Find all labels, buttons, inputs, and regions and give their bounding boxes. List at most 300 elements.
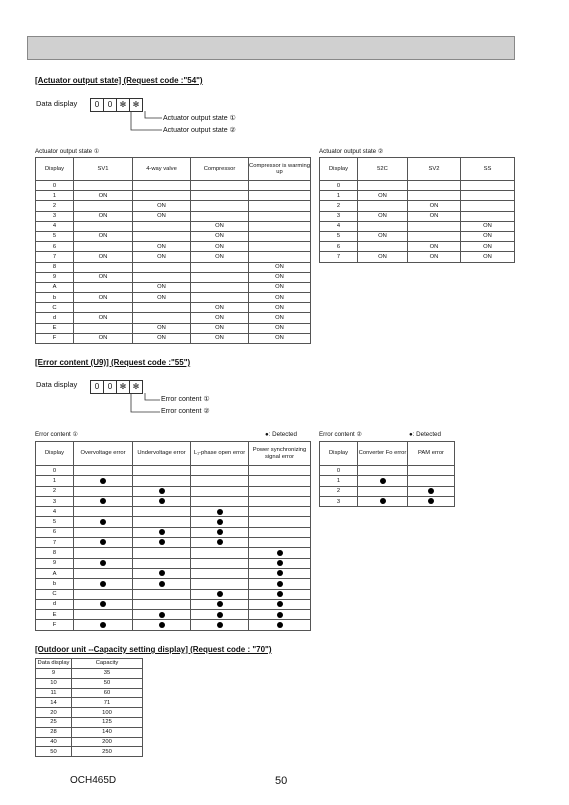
- table-cell: [249, 610, 311, 620]
- table-row: [36, 548, 311, 558]
- table-cell: [249, 620, 311, 630]
- table-cell: [133, 558, 191, 568]
- row-display-code: 7: [36, 252, 74, 262]
- table-cell: [74, 517, 133, 527]
- table-row: [36, 538, 311, 548]
- table-row: [320, 476, 455, 486]
- row-display-code: b: [36, 579, 74, 589]
- error-table-1: [35, 441, 311, 631]
- table-cell: [249, 507, 311, 517]
- table-cell: ON: [74, 272, 133, 282]
- detected-dot: [100, 539, 106, 545]
- table-cell: [408, 191, 461, 201]
- error-table-2: [319, 441, 455, 507]
- table-cell: [191, 568, 249, 578]
- table-cell: [191, 181, 249, 191]
- row-display-code: d: [36, 313, 74, 323]
- detected-dot: [380, 498, 386, 504]
- row-display-code: b: [36, 293, 74, 303]
- table-row: [36, 303, 311, 313]
- row-display-code: 5: [36, 517, 74, 527]
- actuator-table-2: [319, 157, 515, 263]
- table-cell: [74, 466, 133, 476]
- table-row: [36, 262, 311, 272]
- table-row: [36, 599, 311, 609]
- column-header: Data display: [36, 659, 72, 669]
- row-display-code: 5: [320, 231, 358, 241]
- table-row: [36, 737, 143, 747]
- error-lead-2: Error content ②: [161, 408, 210, 415]
- detected-dot: [217, 601, 223, 607]
- detected-dot: [159, 581, 165, 587]
- row-display-code: C: [36, 589, 74, 599]
- row-display-code: E: [36, 610, 74, 620]
- detected-dot: [100, 478, 106, 484]
- error-table1-caption: Error content ①: [35, 431, 79, 438]
- table-cell: [358, 486, 408, 496]
- column-header: Undervoltage error: [133, 442, 191, 466]
- table-row: [36, 486, 311, 496]
- table-cell: ON: [249, 313, 311, 323]
- table-cell: [191, 191, 249, 201]
- table-cell: 50: [72, 678, 143, 688]
- table-cell: [74, 620, 133, 630]
- column-header: Display: [36, 442, 74, 466]
- digit: 0: [94, 100, 100, 109]
- table-cell: [133, 181, 191, 191]
- row-display-code: 4: [320, 221, 358, 231]
- detected-dot: [217, 622, 223, 628]
- row-display-code: 3: [36, 496, 74, 506]
- detected-dot: [428, 498, 434, 504]
- row-display-code: A: [36, 568, 74, 578]
- table-cell: [249, 527, 311, 537]
- row-display-code: 8: [36, 262, 74, 272]
- detected-dot: [100, 560, 106, 566]
- row-display-code: 3: [36, 211, 74, 221]
- table-cell: ON: [249, 323, 311, 333]
- error-data-display-label: Data display: [36, 380, 78, 389]
- actuator-table-1: [35, 157, 311, 344]
- row-display-code: 0: [320, 466, 358, 476]
- error-table1-detected-note: ●: Detected: [265, 431, 297, 438]
- detected-dot: [159, 529, 165, 535]
- detected-dot: [428, 488, 434, 494]
- table-row: [36, 717, 143, 727]
- table-cell: [74, 599, 133, 609]
- table-cell: [191, 293, 249, 303]
- table-cell: [74, 589, 133, 599]
- row-display-code: 9: [36, 669, 72, 679]
- column-header: Compressor: [191, 158, 249, 181]
- digit: ✻: [116, 381, 129, 393]
- table-cell: [191, 282, 249, 292]
- table-row: [36, 708, 143, 718]
- table-cell: [249, 589, 311, 599]
- column-header: Display: [320, 158, 358, 181]
- table-cell: [358, 476, 408, 486]
- detected-dot: [277, 622, 283, 628]
- row-display-code: C: [36, 303, 74, 313]
- table-row: [36, 496, 311, 506]
- error-lead-1: Error content ①: [161, 396, 210, 403]
- table-cell: [191, 610, 249, 620]
- detected-dot: [217, 539, 223, 545]
- header-bar: [27, 36, 515, 60]
- table-cell: [74, 568, 133, 578]
- table-row: [36, 221, 311, 231]
- table-cell: [191, 272, 249, 282]
- table-cell: ON: [74, 313, 133, 323]
- table-cell: ON: [74, 191, 133, 201]
- table-cell: ON: [191, 252, 249, 262]
- capacity-table: [35, 658, 143, 757]
- row-display-code: 7: [36, 538, 74, 548]
- table-cell: [191, 548, 249, 558]
- table-cell: [133, 620, 191, 630]
- table-cell: ON: [191, 242, 249, 252]
- table-row: [36, 589, 311, 599]
- table-cell: [191, 466, 249, 476]
- table-row: [36, 293, 311, 303]
- table-cell: ON: [461, 221, 515, 231]
- row-display-code: 5: [36, 231, 74, 241]
- table-cell: [74, 558, 133, 568]
- table-cell: ON: [74, 293, 133, 303]
- table-cell: [133, 486, 191, 496]
- table-cell: [191, 538, 249, 548]
- row-display-code: 50: [36, 747, 72, 757]
- table-cell: ON: [133, 293, 191, 303]
- table-cell: [191, 527, 249, 537]
- table-cell: [133, 496, 191, 506]
- table-row: [36, 282, 311, 292]
- table-row: [36, 727, 143, 737]
- table-cell: [358, 201, 408, 211]
- row-display-code: 1: [36, 191, 74, 201]
- row-display-code: 2: [36, 486, 74, 496]
- table-row: [36, 669, 143, 679]
- table-cell: ON: [358, 211, 408, 221]
- detected-dot: [277, 550, 283, 556]
- table-row: [36, 313, 311, 323]
- actuator-data-display-label: Data display: [36, 99, 78, 108]
- table-row: [320, 242, 515, 252]
- actuator-lead-2: Actuator output state ②: [163, 127, 236, 134]
- table-cell: [133, 599, 191, 609]
- table-cell: ON: [249, 282, 311, 292]
- table-cell: [249, 476, 311, 486]
- table-cell: [249, 538, 311, 548]
- row-display-code: 6: [36, 527, 74, 537]
- row-display-code: A: [36, 282, 74, 292]
- table-cell: [191, 517, 249, 527]
- table-cell: ON: [249, 333, 311, 343]
- table-cell: [408, 181, 461, 191]
- table-cell: [358, 242, 408, 252]
- table-row: [36, 252, 311, 262]
- table-cell: [74, 507, 133, 517]
- table-cell: [191, 211, 249, 221]
- table-cell: [133, 221, 191, 231]
- row-display-code: 3: [320, 211, 358, 221]
- table-cell: ON: [133, 201, 191, 211]
- table-cell: ON: [191, 313, 249, 323]
- digit: ✻: [129, 99, 142, 111]
- table-row: [36, 678, 143, 688]
- column-header: Converter Fo error: [358, 442, 408, 466]
- table-cell: [191, 476, 249, 486]
- table-row: [36, 747, 143, 757]
- row-display-code: 2: [36, 201, 74, 211]
- table-cell: [133, 272, 191, 282]
- table-cell: [191, 507, 249, 517]
- table-cell: [461, 191, 515, 201]
- error-table2-caption: Error content ②: [319, 431, 363, 438]
- error-table2-detected-note: ●: Detected: [409, 431, 441, 438]
- table-cell: ON: [408, 211, 461, 221]
- table-cell: ON: [133, 242, 191, 252]
- table-row: [36, 579, 311, 589]
- table-cell: ON: [133, 252, 191, 262]
- table-cell: [358, 181, 408, 191]
- table-cell: [133, 313, 191, 323]
- table-cell: [74, 181, 133, 191]
- column-header: Display: [36, 158, 74, 181]
- table-cell: [74, 476, 133, 486]
- table-cell: [461, 211, 515, 221]
- table-row: [36, 698, 143, 708]
- row-display-code: 2: [320, 486, 358, 496]
- table-cell: [249, 181, 311, 191]
- table-cell: [191, 201, 249, 211]
- table-cell: [249, 221, 311, 231]
- table-cell: [191, 599, 249, 609]
- table-cell: [133, 476, 191, 486]
- row-display-code: 0: [36, 466, 74, 476]
- table-row: [36, 191, 311, 201]
- table-row: [36, 201, 311, 211]
- row-display-code: 1: [36, 476, 74, 486]
- table-cell: [74, 486, 133, 496]
- row-display-code: 20: [36, 708, 72, 718]
- detected-dot: [217, 519, 223, 525]
- table-cell: [74, 527, 133, 537]
- detected-dot: [277, 570, 283, 576]
- table-cell: [74, 242, 133, 252]
- digit: ✻: [116, 99, 129, 111]
- row-display-code: 0: [36, 181, 74, 191]
- row-display-code: 9: [36, 558, 74, 568]
- detected-dot: [217, 612, 223, 618]
- detected-dot: [380, 478, 386, 484]
- table-row: [320, 181, 515, 191]
- detected-dot: [159, 488, 165, 494]
- table-row: [36, 242, 311, 252]
- table-cell: ON: [191, 231, 249, 241]
- table-cell: [249, 231, 311, 241]
- row-display-code: 2: [320, 201, 358, 211]
- detected-dot: [159, 498, 165, 504]
- table-cell: [249, 579, 311, 589]
- table-cell: [408, 496, 455, 506]
- row-display-code: 7: [320, 252, 358, 262]
- table-row: [36, 181, 311, 191]
- row-display-code: 4: [36, 221, 74, 231]
- table-cell: [191, 558, 249, 568]
- table-cell: 60: [72, 688, 143, 698]
- column-header: 4-way valve: [133, 158, 191, 181]
- table-cell: [133, 548, 191, 558]
- row-display-code: 40: [36, 737, 72, 747]
- table-cell: 140: [72, 727, 143, 737]
- column-header: Capacity: [72, 659, 143, 669]
- table-cell: ON: [133, 323, 191, 333]
- digit: 0: [94, 382, 100, 391]
- table-cell: [133, 527, 191, 537]
- table-cell: ON: [74, 333, 133, 343]
- detected-dot: [277, 601, 283, 607]
- table-cell: [358, 221, 408, 231]
- table-cell: [133, 191, 191, 201]
- table-cell: [191, 579, 249, 589]
- table-cell: ON: [191, 303, 249, 313]
- table-row: [36, 507, 311, 517]
- table-cell: [133, 579, 191, 589]
- table-row: [36, 323, 311, 333]
- actuator-table2-caption: Actuator output state ②: [319, 148, 384, 155]
- table-cell: ON: [249, 293, 311, 303]
- column-header: SV2: [408, 158, 461, 181]
- detected-dot: [100, 519, 106, 525]
- row-display-code: 28: [36, 727, 72, 737]
- table-cell: ON: [461, 231, 515, 241]
- table-cell: [74, 262, 133, 272]
- row-display-code: 1: [320, 191, 358, 201]
- table-cell: [133, 610, 191, 620]
- table-row: [320, 191, 515, 201]
- table-cell: 250: [72, 747, 143, 757]
- table-cell: [408, 221, 461, 231]
- table-cell: [133, 517, 191, 527]
- table-row: [320, 221, 515, 231]
- table-cell: [191, 486, 249, 496]
- table-row: [36, 568, 311, 578]
- column-header: Power synchronizing signal error: [249, 442, 311, 466]
- table-row: [320, 231, 515, 241]
- column-header: SS: [461, 158, 515, 181]
- row-display-code: d: [36, 599, 74, 609]
- column-header: L₁-phase open error: [191, 442, 249, 466]
- row-display-code: 3: [320, 496, 358, 506]
- row-display-code: F: [36, 620, 74, 630]
- digit: ✻: [129, 381, 142, 393]
- capacity-heading: [Outdoor unit --Capacity setting display] (Request code : "70"): [35, 645, 272, 654]
- column-header: 52C: [358, 158, 408, 181]
- table-cell: ON: [191, 221, 249, 231]
- table-cell: [408, 231, 461, 241]
- table-cell: [74, 579, 133, 589]
- table-cell: ON: [133, 211, 191, 221]
- table-cell: ON: [461, 252, 515, 262]
- column-header: Display: [320, 442, 358, 466]
- table-row: [320, 496, 455, 506]
- row-display-code: 6: [320, 242, 358, 252]
- table-cell: [133, 538, 191, 548]
- table-cell: [249, 568, 311, 578]
- table-cell: [461, 201, 515, 211]
- table-cell: [74, 303, 133, 313]
- table-cell: ON: [249, 303, 311, 313]
- table-row: [36, 333, 311, 343]
- row-display-code: 10: [36, 678, 72, 688]
- table-cell: ON: [358, 231, 408, 241]
- table-cell: [74, 282, 133, 292]
- table-row: [36, 211, 311, 221]
- table-cell: [74, 538, 133, 548]
- table-row: [36, 527, 311, 537]
- error-heading: [Error content (U9)] (Request code :"55"): [35, 358, 191, 367]
- table-cell: [133, 568, 191, 578]
- column-header: PAM error: [408, 442, 455, 466]
- row-display-code: 25: [36, 717, 72, 727]
- table-cell: ON: [408, 201, 461, 211]
- table-cell: [249, 517, 311, 527]
- table-row: [36, 272, 311, 282]
- detected-dot: [217, 509, 223, 515]
- table-cell: [408, 476, 455, 486]
- table-cell: ON: [461, 242, 515, 252]
- detected-dot: [159, 622, 165, 628]
- table-row: [320, 201, 515, 211]
- table-cell: [74, 221, 133, 231]
- table-cell: ON: [408, 252, 461, 262]
- table-cell: ON: [133, 333, 191, 343]
- table-row: [36, 610, 311, 620]
- row-display-code: 6: [36, 242, 74, 252]
- row-display-code: 4: [36, 507, 74, 517]
- table-cell: 200: [72, 737, 143, 747]
- table-cell: [249, 496, 311, 506]
- detected-dot: [100, 581, 106, 587]
- table-cell: ON: [133, 282, 191, 292]
- detected-dot: [277, 581, 283, 587]
- table-row: [320, 211, 515, 221]
- detected-dot: [100, 622, 106, 628]
- table-cell: ON: [74, 231, 133, 241]
- table-cell: ON: [358, 191, 408, 201]
- table-cell: [358, 496, 408, 506]
- detected-dot: [277, 560, 283, 566]
- table-cell: 125: [72, 717, 143, 727]
- digit: 0: [103, 99, 116, 111]
- table-cell: ON: [249, 262, 311, 272]
- row-display-code: 11: [36, 688, 72, 698]
- row-display-code: 0: [320, 181, 358, 191]
- detected-dot: [159, 570, 165, 576]
- detected-dot: [217, 529, 223, 535]
- row-display-code: 9: [36, 272, 74, 282]
- table-cell: [133, 466, 191, 476]
- table-row: [320, 466, 455, 476]
- table-cell: ON: [74, 211, 133, 221]
- row-display-code: F: [36, 333, 74, 343]
- table-cell: [191, 262, 249, 272]
- table-row: [36, 476, 311, 486]
- table-cell: [408, 466, 455, 476]
- column-header: Overvoltage error: [74, 442, 133, 466]
- table-row: [36, 688, 143, 698]
